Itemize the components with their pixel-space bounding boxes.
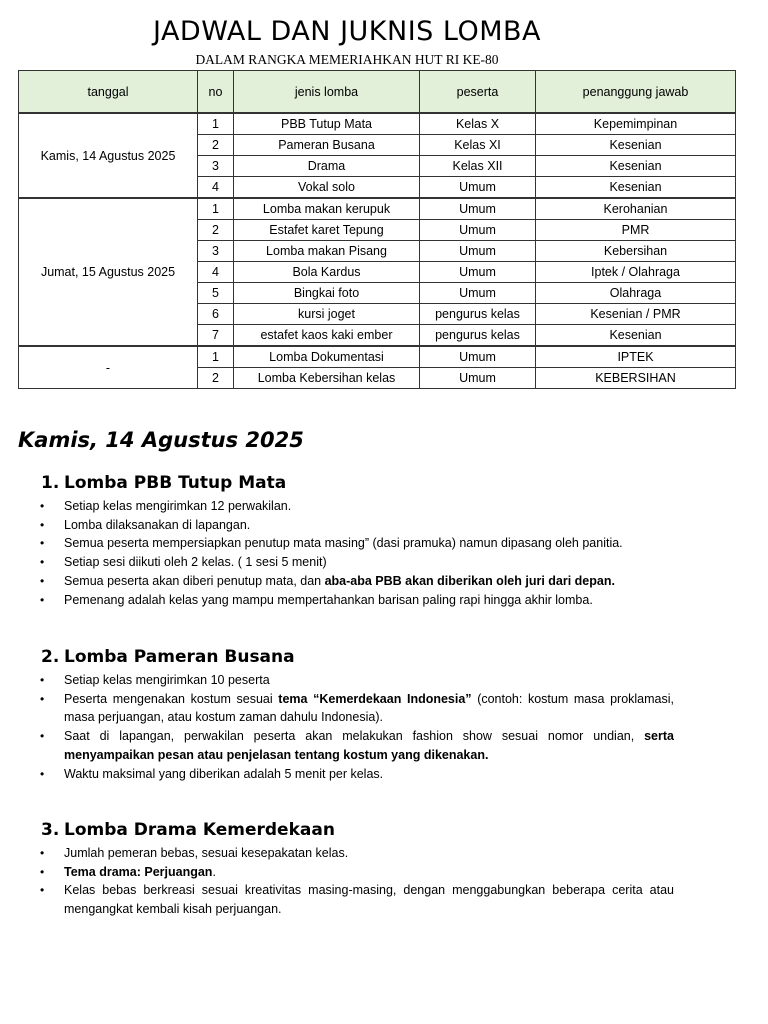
- list-item: [0, 534, 674, 553]
- participants: Umum: [420, 346, 536, 368]
- bullet-icon: •: [40, 846, 45, 860]
- bullet-icon: •: [40, 883, 45, 898]
- person-in-charge: Kesenian: [536, 177, 736, 199]
- text-segment: Pemenang adalah kelas yang mampu mempertahankan barisan paling rapi hingga akhir lomba.: [64, 592, 593, 607]
- section-title-text: Lomba Pameran Busana: [64, 647, 295, 667]
- competition-name: PBB Tutup Mata: [234, 113, 420, 135]
- column-header: no: [198, 71, 234, 114]
- bold-text: aba-aba PBB akan diberikan oleh juri dari depan.: [324, 573, 615, 588]
- list-item: [0, 863, 674, 882]
- bullet-icon: •: [40, 517, 45, 532]
- column-header: peserta: [420, 71, 536, 114]
- list-item: [0, 765, 674, 784]
- text-segment: Peserta mengenakan kostum sesuai: [64, 691, 279, 706]
- competition-name: Lomba makan kerupuk: [234, 198, 420, 220]
- person-in-charge: PMR: [536, 220, 736, 241]
- person-in-charge: Kesenian / PMR: [536, 304, 736, 325]
- participants: pengurus kelas: [420, 304, 536, 325]
- person-in-charge: Iptek / Olahraga: [536, 262, 736, 283]
- bullet-icon: •: [40, 499, 45, 513]
- competition-name: Lomba Dokumentasi: [234, 346, 420, 368]
- text-segment: Setiap sesi diikuti oleh 2 kelas. ( 1 sesi 5 menit): [64, 555, 327, 570]
- text-segment: Semua peserta akan diberi penutup mata, dan: [64, 573, 325, 588]
- document-title: JADWAL DAN JUKNIS LOMBA: [152, 16, 542, 47]
- bullet-list: [0, 844, 768, 919]
- competition-name: estafet kaos kaki ember: [234, 325, 420, 347]
- bullet-list: [0, 497, 768, 609]
- row-number: 3: [198, 241, 234, 262]
- person-in-charge: Olahraga: [536, 283, 736, 304]
- day-heading: Kamis, 14 Agustus 2025: [18, 428, 304, 452]
- competition-name: Pameran Busana: [234, 135, 420, 156]
- schedule-table: [18, 70, 736, 389]
- section-number: 3.: [41, 820, 60, 840]
- row-number: 5: [198, 283, 234, 304]
- section-title: [0, 647, 768, 671]
- list-item: [0, 497, 674, 516]
- date-cell: -: [19, 346, 198, 389]
- row-number: 4: [198, 177, 234, 199]
- section-title: [0, 473, 768, 497]
- text-segment: Lomba dilaksanakan di lapangan.: [64, 517, 251, 532]
- person-in-charge: Kesenian: [536, 135, 736, 156]
- row-number: 1: [198, 198, 234, 220]
- column-header: jenis lomba: [234, 71, 420, 114]
- text-segment: Waktu maksimal yang diberikan adalah 5 menit per kelas.: [64, 766, 384, 781]
- text-segment: Saat di lapangan, perwakilan peserta akan melakukan fashion show sesuai nomor undian,: [64, 729, 645, 744]
- row-number: 7: [198, 325, 234, 347]
- section-title-text: Lomba PBB Tutup Mata: [64, 473, 287, 493]
- person-in-charge: Kesenian: [536, 156, 736, 177]
- bullet-icon: •: [40, 729, 45, 744]
- document-subtitle: DALAM RANGKA MEMERIAHKAN HUT RI KE-80: [195, 52, 499, 67]
- participants: Kelas XII: [420, 156, 536, 177]
- bullet-icon: •: [40, 673, 45, 687]
- section-title-text: Lomba Drama Kemerdekaan: [64, 820, 335, 840]
- competition-name: Bola Kardus: [234, 262, 420, 283]
- date-group: [19, 346, 736, 389]
- row-number: 1: [198, 346, 234, 368]
- column-header: tanggal: [19, 71, 198, 114]
- participants: Kelas X: [420, 113, 536, 135]
- participants: pengurus kelas: [420, 325, 536, 347]
- participants: Umum: [420, 198, 536, 220]
- bullet-icon: •: [40, 536, 45, 551]
- participants: Umum: [420, 220, 536, 241]
- section-pbb-tutup-mata: [0, 473, 768, 609]
- competition-name: Vokal solo: [234, 177, 420, 199]
- list-item: [0, 690, 674, 727]
- table-row: [19, 113, 736, 135]
- text-segment: (contoh: kostum masa proklamasi, masa perjuangan, atau kostum zaman dahulu Indonesia).: [64, 691, 674, 725]
- text-segment: .: [212, 864, 216, 879]
- person-in-charge: Kesenian: [536, 325, 736, 347]
- bullet-icon: •: [40, 864, 45, 879]
- row-number: 3: [198, 156, 234, 177]
- section-drama-kemerdekaan: [0, 820, 768, 919]
- participants: Umum: [420, 368, 536, 389]
- list-item: [0, 844, 674, 863]
- competition-name: Drama: [234, 156, 420, 177]
- list-item: [0, 553, 674, 572]
- person-in-charge: IPTEK: [536, 346, 736, 368]
- list-item: [0, 671, 674, 690]
- table-header-row: [19, 71, 736, 114]
- bullet-icon: •: [40, 592, 45, 607]
- row-number: 4: [198, 262, 234, 283]
- date-group: [19, 113, 736, 198]
- row-number: 2: [198, 135, 234, 156]
- participants: Umum: [420, 177, 536, 199]
- row-number: 2: [198, 220, 234, 241]
- table-row: [19, 198, 736, 220]
- person-in-charge: KEBERSIHAN: [536, 368, 736, 389]
- list-item: [0, 572, 674, 591]
- row-number: 2: [198, 368, 234, 389]
- competition-name: kursi joget: [234, 304, 420, 325]
- competition-name: Lomba makan Pisang: [234, 241, 420, 262]
- person-in-charge: Kebersihan: [536, 241, 736, 262]
- list-item: [0, 727, 674, 764]
- bold-text: tema “Kemerdekaan Indonesia”: [278, 691, 472, 706]
- bullet-icon: •: [40, 555, 45, 570]
- competition-name: Lomba Kebersihan kelas: [234, 368, 420, 389]
- section-title: [0, 820, 768, 844]
- row-number: 6: [198, 304, 234, 325]
- list-item: [0, 591, 674, 610]
- competition-name: Estafet karet Tepung: [234, 220, 420, 241]
- text-segment: Setiap kelas mengirimkan 10 peserta: [64, 673, 270, 687]
- table-row: [19, 346, 736, 368]
- row-number: 1: [198, 113, 234, 135]
- bold-text: serta menyampaikan pesan atau penjelasan tentang kostum yang dikenakan.: [64, 729, 674, 762]
- bullet-icon: •: [40, 691, 45, 706]
- participants: Kelas XI: [420, 135, 536, 156]
- participants: Umum: [420, 241, 536, 262]
- text-segment: Jumlah pemeran bebas, sesuai kesepakatan kelas.: [64, 846, 349, 860]
- column-header: penanggung jawab: [536, 71, 736, 114]
- section-number: 2.: [41, 647, 60, 667]
- text-segment: Kelas bebas berkreasi sesuai kreativitas masing-masing, dengan menggabungkan beberapa cerita atau mengangkat kembali kisah perjuangan.: [64, 883, 674, 917]
- participants: Umum: [420, 262, 536, 283]
- person-in-charge: Kerohanian: [536, 198, 736, 220]
- date-cell: Jumat, 15 Agustus 2025: [19, 198, 198, 346]
- bullet-icon: •: [40, 766, 45, 781]
- competition-name: Bingkai foto: [234, 283, 420, 304]
- participants: Umum: [420, 283, 536, 304]
- text-segment: Semua peserta mempersiapkan penutup mata masing” (dasi pramuka) namun dipasang oleh panitia.: [64, 536, 623, 551]
- date-cell: Kamis, 14 Agustus 2025: [19, 113, 198, 198]
- bullet-list: [0, 671, 768, 783]
- bold-text: Tema drama: Perjuangan: [64, 864, 213, 879]
- section-number: 1.: [41, 473, 60, 493]
- bullet-icon: •: [40, 573, 45, 588]
- date-group: [19, 198, 736, 346]
- text-segment: Setiap kelas mengirimkan 12 perwakilan.: [64, 499, 292, 513]
- person-in-charge: Kepemimpinan: [536, 113, 736, 135]
- list-item: [0, 881, 674, 918]
- section-pameran-busana: [0, 647, 768, 783]
- list-item: [0, 516, 674, 535]
